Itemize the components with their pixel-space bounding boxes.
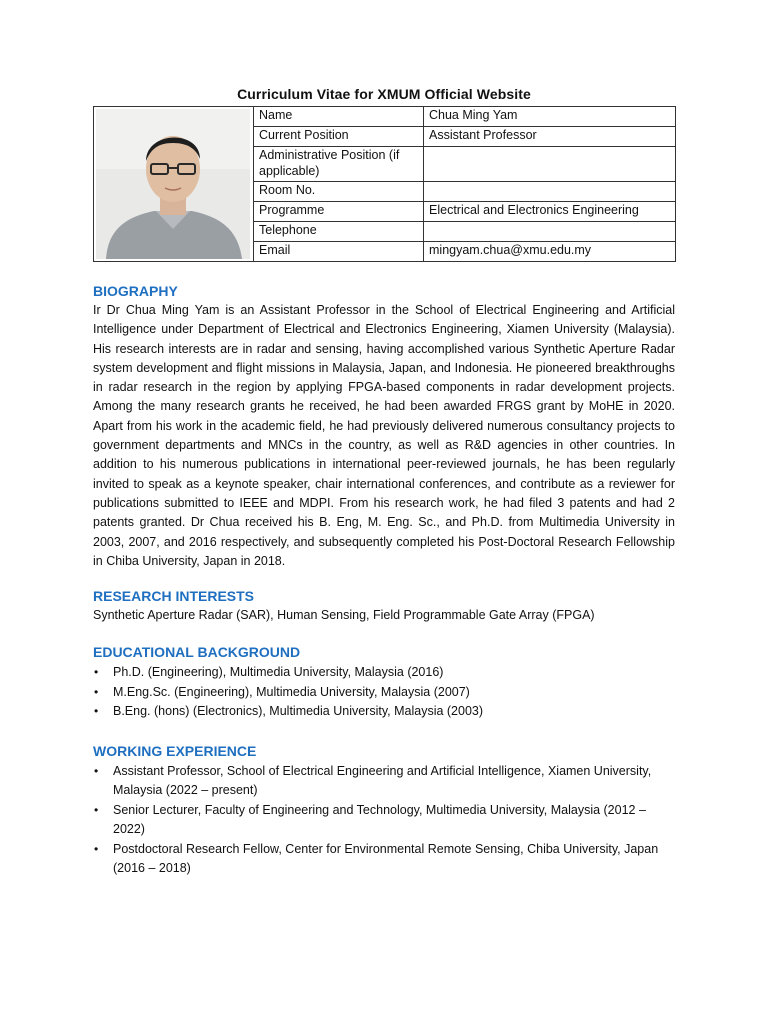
experience-heading: WORKING EXPERIENCE <box>93 742 257 759</box>
table-row <box>94 107 676 127</box>
bullet-icon: • <box>94 684 99 699</box>
list-item: • Postdoctoral Research Fellow, Center for Environmental Remote Sensing, Chiba University, Japan (2016 – 2018) <box>94 841 659 876</box>
value-telephone <box>424 221 676 241</box>
research-interests-heading: RESEARCH INTERESTS <box>93 588 255 605</box>
label-email: Email <box>254 241 424 261</box>
value-email: mingyam.chua@xmu.edu.my <box>424 241 676 261</box>
label-current-position: Current Position <box>254 127 424 147</box>
value-room-no <box>424 181 676 201</box>
label-room-no: Room No. <box>254 181 424 201</box>
profile-photo <box>96 109 250 259</box>
list-item: • M.Eng.Sc. (Engineering), Multimedia University, Malaysia (2007) <box>93 683 675 703</box>
list-item: • Assistant Professor, School of Electrical Engineering and Artificial Intelligence, Xiamen University, Malaysia (2022 – present) <box>94 763 652 798</box>
cv-page <box>93 86 675 879</box>
label-telephone: Telephone <box>254 221 424 241</box>
list-item: • Senior Lecturer, Faculty of Engineering and Technology, Multimedia University, Malaysia (2012 – 2022) <box>94 802 646 837</box>
document-title: Curriculum Vitae for XMUM Official Website <box>237 86 531 102</box>
education-heading: EDUCATIONAL BACKGROUND <box>93 644 301 661</box>
bullet-icon: • <box>94 841 99 856</box>
profile-table <box>93 106 676 262</box>
list-item: • Ph.D. (Engineering), Multimedia University, Malaysia (2016) <box>93 663 675 683</box>
label-name: Name <box>254 107 424 127</box>
bullet-icon: • <box>94 704 99 719</box>
research-interests-text: Synthetic Aperture Radar (SAR), Human Sensing, Field Programmable Gate Array (FPGA) <box>93 608 595 623</box>
photo-cell <box>94 107 254 262</box>
value-programme: Electrical and Electronics Engineering <box>424 201 676 221</box>
list-item: • B.Eng. (hons) (Electronics), Multimedia University, Malaysia (2003) <box>93 702 675 722</box>
experience-list <box>93 762 675 879</box>
biography-text: Ir Dr Chua Ming Yam is an Assistant Professor in the School of Electrical Engineering and Artificial Intelligence under Department of Electrical and Electronics Engineering, Xiamen University (Malaysia). His research interests are in radar and sensing, having accomplished various Synthetic Aperture Radar system development and flight missions in Malaysia, Japan, and Indonesia. He pioneered breakthroughs in radar research in the region by applying FPGA-based components in radar development projects. Among the many research grants he received, he had been awarded FRGS grant by MoHE in 2020. Apart from his work in the academic field, he had previously delivered numerous consultancy projects to government departments and MNCs in the country, as well as R&D agencies in other countries. In addition to his numerous publications in international peer-reviewed journals, he has been regularly invited to speak as a keynote speaker, chair international conferences, and contribute as a reviewer for publications submitted to IEEE and MDPI. From his research work, he had filed 3 patents and had 2 patents granted. Dr Chua received his B. Eng, M. Eng. Sc., and Ph.D. from Multimedia University in 2003, 2007, and 2016 respectively, and subsequently completed his Post-Doctoral Research Fellowship in Chiba University, Japan in 2018. <box>93 303 675 568</box>
biography-heading: BIOGRAPHY <box>93 283 178 299</box>
value-name: Chua Ming Yam <box>424 107 676 127</box>
label-administrative-position: Administrative Position (if applicable) <box>254 147 424 182</box>
label-programme: Programme <box>254 201 424 221</box>
education-list <box>93 663 675 722</box>
value-administrative-position <box>424 147 676 182</box>
bullet-icon: • <box>94 665 99 680</box>
bullet-icon: • <box>94 802 99 817</box>
bullet-icon: • <box>94 763 99 778</box>
value-current-position: Assistant Professor <box>424 127 676 147</box>
